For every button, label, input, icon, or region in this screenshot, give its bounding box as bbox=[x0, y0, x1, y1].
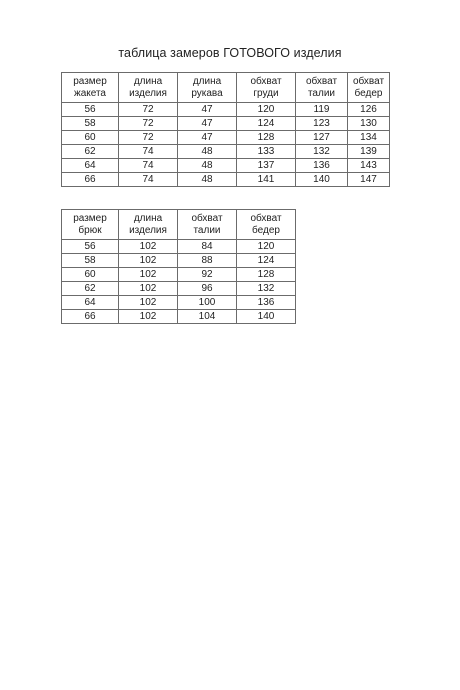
table-cell: 62 bbox=[62, 282, 119, 296]
table-cell: 62 bbox=[62, 145, 119, 159]
table-cell: 66 bbox=[62, 173, 119, 187]
table-cell: 124 bbox=[237, 254, 296, 268]
table-cell: 128 bbox=[237, 268, 296, 282]
table-cell: 56 bbox=[62, 240, 119, 254]
jacket-size-table bbox=[61, 72, 390, 187]
table-cell: 48 bbox=[178, 145, 237, 159]
table-cell: 104 bbox=[178, 310, 237, 324]
table-cell: 47 bbox=[178, 131, 237, 145]
table-cell: 72 bbox=[119, 103, 178, 117]
table-cell: 102 bbox=[119, 240, 178, 254]
table-row bbox=[62, 173, 390, 187]
header-item-length: длина изделия bbox=[119, 73, 178, 103]
table-cell: 47 bbox=[178, 103, 237, 117]
table-row bbox=[62, 282, 296, 296]
table-cell: 140 bbox=[237, 310, 296, 324]
table-cell: 120 bbox=[237, 240, 296, 254]
table-cell: 66 bbox=[62, 310, 119, 324]
table-row bbox=[62, 131, 390, 145]
table-row bbox=[62, 240, 296, 254]
table-cell: 127 bbox=[296, 131, 348, 145]
table-cell: 137 bbox=[237, 159, 296, 173]
table-cell: 102 bbox=[119, 282, 178, 296]
table-cell: 143 bbox=[348, 159, 390, 173]
table-row bbox=[62, 296, 296, 310]
header-waist-girth: обхват талии bbox=[296, 73, 348, 103]
table-cell: 58 bbox=[62, 117, 119, 131]
table-cell: 96 bbox=[178, 282, 237, 296]
table-cell: 139 bbox=[348, 145, 390, 159]
header-jacket-size: размер жакета bbox=[62, 73, 119, 103]
table-cell: 47 bbox=[178, 117, 237, 131]
header-item-length: длина изделия bbox=[119, 210, 178, 240]
table-cell: 92 bbox=[178, 268, 237, 282]
header-chest-girth: обхват груди bbox=[237, 73, 296, 103]
table-cell: 132 bbox=[237, 282, 296, 296]
table-cell: 60 bbox=[62, 131, 119, 145]
table-cell: 48 bbox=[178, 173, 237, 187]
trousers-size-table bbox=[61, 209, 296, 324]
table-cell: 102 bbox=[119, 296, 178, 310]
header-hip-girth: обхват бедер bbox=[237, 210, 296, 240]
table-cell: 64 bbox=[62, 296, 119, 310]
table-cell: 58 bbox=[62, 254, 119, 268]
table-cell: 126 bbox=[348, 103, 390, 117]
table-cell: 130 bbox=[348, 117, 390, 131]
table-cell: 120 bbox=[237, 103, 296, 117]
table-row bbox=[62, 310, 296, 324]
table-row bbox=[62, 159, 390, 173]
table-cell: 72 bbox=[119, 117, 178, 131]
table-cell: 88 bbox=[178, 254, 237, 268]
table-header-row bbox=[62, 210, 296, 240]
header-sleeve-length: длина рукава bbox=[178, 73, 237, 103]
table-row bbox=[62, 268, 296, 282]
table-cell: 132 bbox=[296, 145, 348, 159]
table-cell: 128 bbox=[237, 131, 296, 145]
table-cell: 119 bbox=[296, 103, 348, 117]
table-cell: 102 bbox=[119, 310, 178, 324]
table-cell: 100 bbox=[178, 296, 237, 310]
table-cell: 147 bbox=[348, 173, 390, 187]
header-hip-girth: обхват бедер bbox=[348, 73, 390, 103]
table-cell: 136 bbox=[296, 159, 348, 173]
table-cell: 74 bbox=[119, 159, 178, 173]
table-row bbox=[62, 145, 390, 159]
table-cell: 64 bbox=[62, 159, 119, 173]
table-cell: 136 bbox=[237, 296, 296, 310]
table-cell: 134 bbox=[348, 131, 390, 145]
table-cell: 74 bbox=[119, 145, 178, 159]
table-cell: 74 bbox=[119, 173, 178, 187]
table-row bbox=[62, 103, 390, 117]
table-header-row bbox=[62, 73, 390, 103]
table-cell: 60 bbox=[62, 268, 119, 282]
table-cell: 124 bbox=[237, 117, 296, 131]
header-trousers-size: размер брюк bbox=[62, 210, 119, 240]
table-cell: 141 bbox=[237, 173, 296, 187]
table-cell: 102 bbox=[119, 268, 178, 282]
header-waist-girth: обхват талии bbox=[178, 210, 237, 240]
table-cell: 48 bbox=[178, 159, 237, 173]
table-cell: 72 bbox=[119, 131, 178, 145]
table-cell: 133 bbox=[237, 145, 296, 159]
table-cell: 140 bbox=[296, 173, 348, 187]
table-cell: 102 bbox=[119, 254, 178, 268]
table-row bbox=[62, 254, 296, 268]
table-cell: 84 bbox=[178, 240, 237, 254]
table-row bbox=[62, 117, 390, 131]
page-title: таблица замеров ГОТОВОГО изделия bbox=[118, 46, 342, 60]
table-cell: 123 bbox=[296, 117, 348, 131]
table-cell: 56 bbox=[62, 103, 119, 117]
